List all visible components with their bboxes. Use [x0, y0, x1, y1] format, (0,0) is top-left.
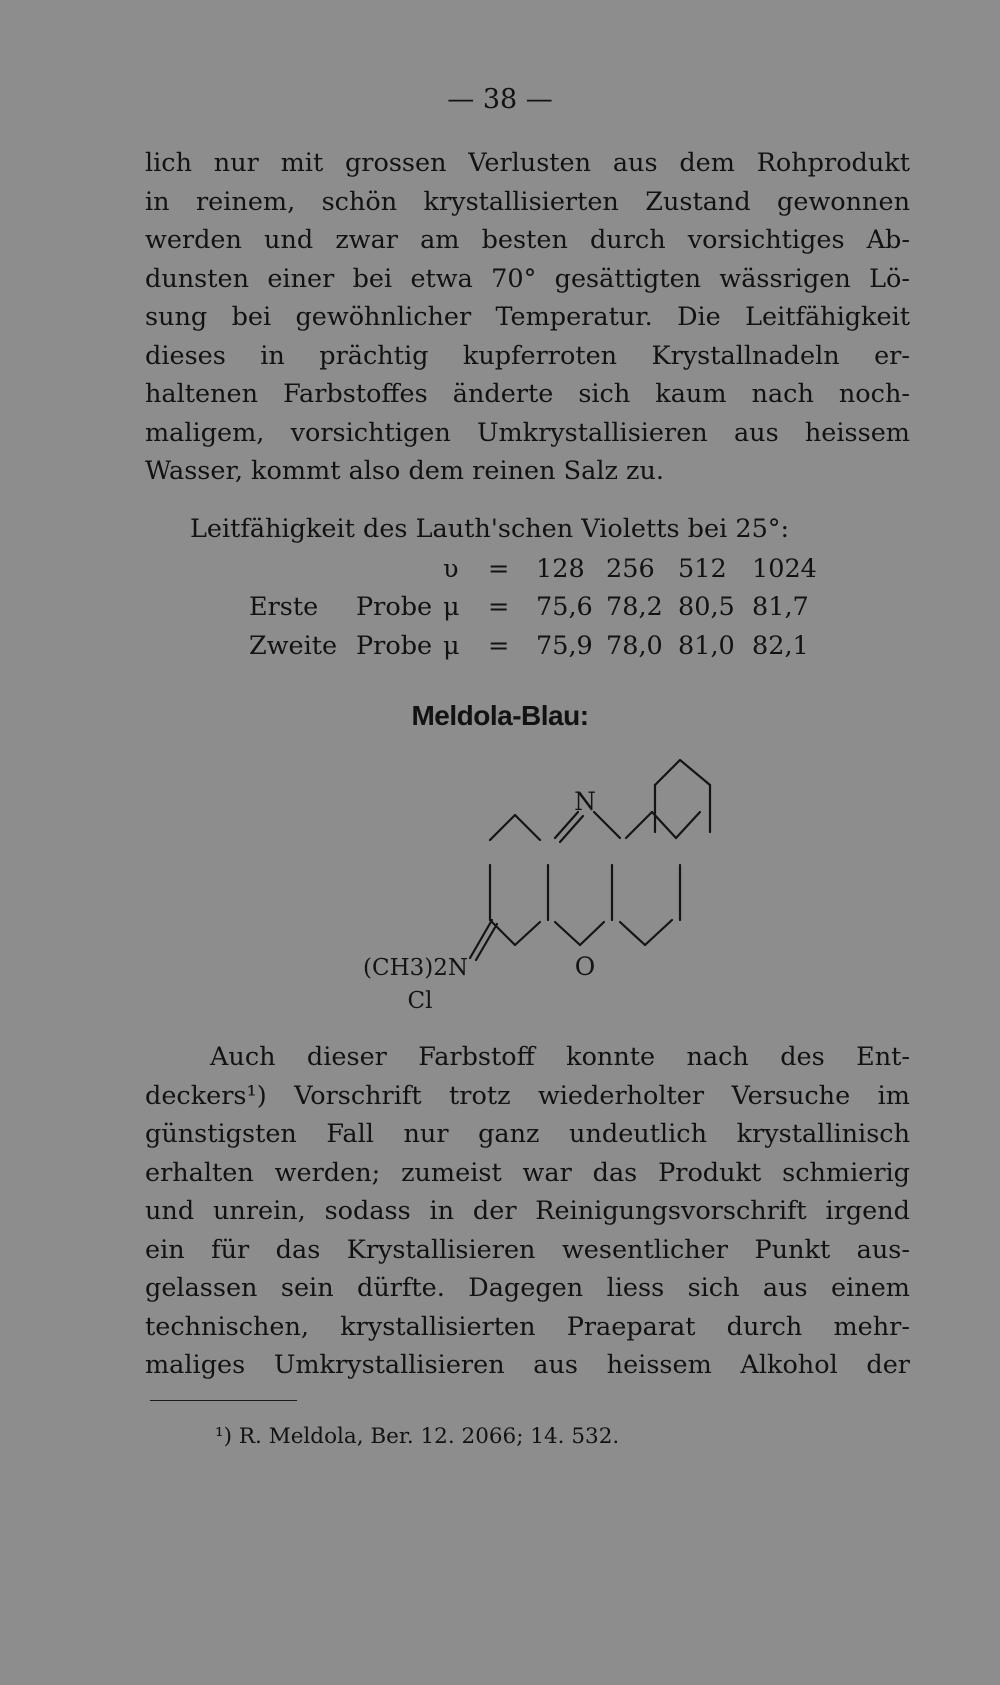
text-line: und unrein, sodass in der Reinigungsvorschrift irgend	[145, 1196, 910, 1226]
table-cell: 128	[536, 554, 585, 584]
text-line: erhalten werden; zumeist war das Produkt schmierig	[145, 1157, 910, 1188]
atom-o: O	[574, 952, 596, 981]
text-line: sung bei gewöhnlicher Temperatur. Die Leitfähigkeit	[145, 302, 910, 332]
table-cell: 75,6	[536, 592, 593, 622]
row-label-probe: Probe	[356, 631, 433, 661]
table-cell: 81,7	[752, 592, 809, 622]
row-label-probe: Probe	[356, 592, 433, 622]
conductivity-heading-text: Leitfähigkeit des Lauth'schen Violetts bei 25°:	[190, 514, 790, 544]
bond	[645, 920, 672, 945]
bond	[626, 812, 652, 838]
table-cell: 81,0	[678, 631, 735, 661]
text-line: werden und zwar am besten durch vorsichtiges Ab-	[145, 225, 910, 255]
table-row-erste-probe	[0, 592, 1000, 630]
mu-symbol: μ	[443, 592, 460, 622]
bond	[655, 760, 680, 785]
bond	[515, 815, 540, 840]
text-line: gelassen sein dürfte. Dagegen liess sich aus einem	[145, 1273, 910, 1303]
bond	[580, 922, 604, 945]
row-label: Zweite	[249, 631, 338, 661]
bond	[676, 812, 700, 838]
table-cell: 78,2	[606, 592, 663, 622]
text-line: maligem, vorsichtigen Umkrystallisieren aus heissem	[145, 417, 910, 448]
bond	[515, 922, 540, 945]
paragraph-2	[145, 1038, 910, 1385]
text-line: in reinem, schön krystallisierten Zustand gewonnen	[145, 186, 910, 217]
equals-sign: =	[488, 631, 510, 661]
bond	[555, 922, 580, 945]
bond	[490, 920, 515, 945]
text-line: Auch dieser Farbstoff konnte nach des Ent-	[210, 1042, 910, 1072]
text-line: dieses in prächtig kupferroten Krystallnadeln er-	[145, 340, 910, 371]
counter-ion-label: Cl	[407, 988, 433, 1014]
footnote-rule	[150, 1400, 297, 1401]
table-cell: 80,5	[678, 592, 735, 622]
bond	[490, 815, 515, 840]
atom-n: N	[574, 787, 596, 816]
section-title: Meldola-Blau:	[411, 700, 589, 731]
text-line: Wasser, kommt also dem reinen Salz zu.	[145, 456, 664, 486]
table-cell: 78,0	[606, 631, 663, 661]
table-cell: 1024	[752, 554, 817, 584]
footnote: ¹) R. Meldola, Ber. 12. 2066; 14. 532.	[215, 1424, 620, 1449]
text-line: ein für das Krystallisieren wesentlicher Punkt aus-	[145, 1234, 910, 1265]
text-line: haltenen Farbstoffes änderte sich kaum nach noch-	[145, 379, 910, 409]
equals-sign: =	[488, 592, 510, 622]
table-cell: 256	[606, 554, 655, 584]
paragraph-1	[145, 144, 910, 491]
table-cell: 82,1	[752, 631, 809, 661]
bond	[594, 812, 620, 838]
page-number: — 38 —	[447, 84, 553, 115]
bond	[620, 922, 645, 945]
bond	[680, 760, 710, 785]
text-line: lich nur mit grossen Verlusten aus dem Rohprodukt	[145, 148, 910, 178]
text-line: technischen, krystallisierten Praeparat durch mehr-	[145, 1311, 910, 1342]
table-row-v	[0, 554, 1000, 592]
text-line: deckers¹) Vorschrift trotz wiederholter Versuche im	[145, 1080, 910, 1111]
v-symbol: υ	[443, 554, 459, 584]
table-cell: 512	[678, 554, 727, 584]
text-line: maliges Umkrystallisieren aus heissem Alkohol der	[145, 1350, 910, 1380]
text-line: günstigsten Fall nur ganz undeutlich krystallinisch	[145, 1119, 910, 1149]
equals-sign: =	[488, 554, 510, 584]
text-line: dunsten einer bei etwa 70° gesättigten wässrigen Lö-	[145, 263, 910, 294]
table-row-zweite-probe	[0, 631, 1000, 669]
mu-symbol: μ	[443, 631, 460, 661]
structural-formula	[0, 740, 1000, 1020]
row-label: Erste	[249, 592, 319, 622]
table-cell: 75,9	[536, 631, 593, 661]
substituent-label: (CH3)2N	[363, 955, 468, 981]
